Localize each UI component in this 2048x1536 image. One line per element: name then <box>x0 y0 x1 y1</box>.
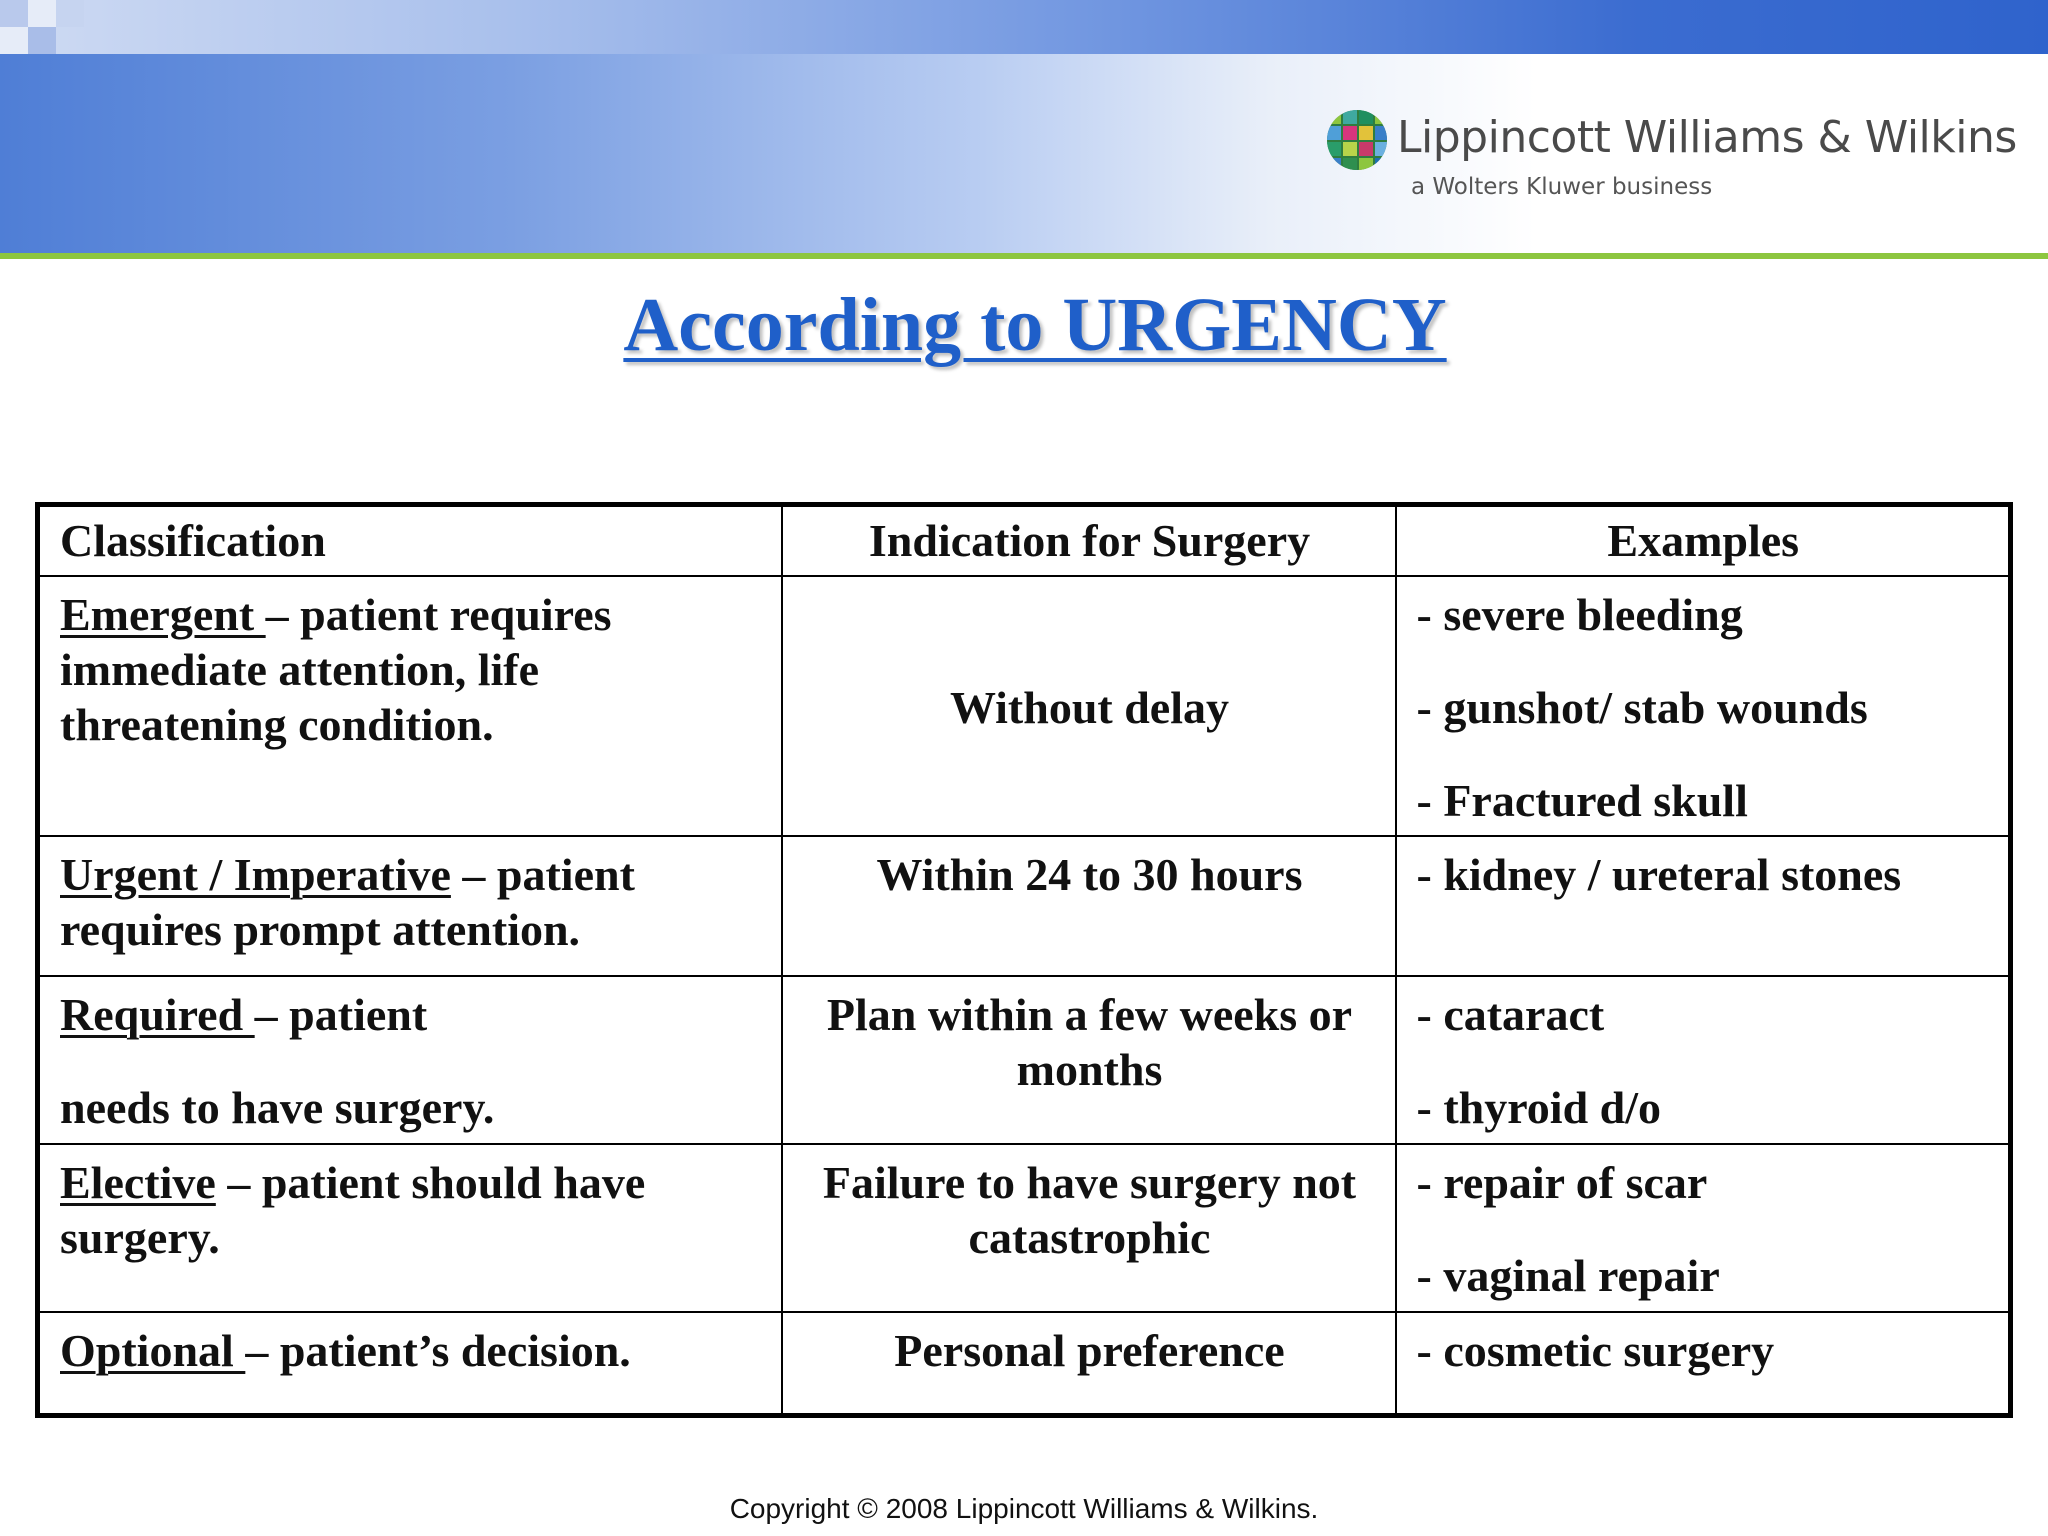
header-divider <box>0 253 2048 259</box>
classification-term: Elective <box>60 1157 216 1208</box>
classification-cell <box>38 976 782 1144</box>
column-header-indication: Indication for Surgery <box>782 505 1396 577</box>
classification-description: needs to have surgery. <box>60 1082 495 1134</box>
example-item: - cataract <box>1416 989 1605 1040</box>
corner-decoration <box>56 0 84 27</box>
header-top-bar <box>0 0 2048 54</box>
classification-description: patient’s decision. <box>279 1325 631 1376</box>
classification-term: Emergent <box>60 589 266 640</box>
classification-dash: – <box>245 1325 269 1376</box>
example-item: - Fractured skull <box>1416 775 1748 827</box>
classification-cell <box>38 836 782 976</box>
table-row <box>38 576 2011 836</box>
urgency-table <box>35 502 2013 1418</box>
table-row <box>38 1144 2011 1312</box>
classification-cell <box>38 1312 782 1416</box>
table-row <box>38 836 2011 976</box>
example-item: - repair of scar <box>1416 1157 1708 1208</box>
indication-cell: Without delay <box>782 576 1396 836</box>
indication-cell: Failure to have surgery not catastrophic <box>782 1144 1396 1312</box>
classification-cell <box>38 1144 782 1312</box>
copyright-footer: Copyright © 2008 Lippincott Williams & Wilkins. <box>729 1493 1319 1524</box>
corner-decoration <box>0 27 28 54</box>
indication-cell: Personal preference <box>782 1312 1396 1416</box>
classification-description: patient requires immediate attention, life threatening condition. <box>60 589 612 751</box>
column-header-examples: Examples <box>1396 505 2011 577</box>
classification-description: patient requires prompt attention. <box>60 849 635 956</box>
examples-cell <box>1396 836 2011 976</box>
slide-title: According to URGENCY <box>623 283 1447 367</box>
publisher-name: Lippincott Williams & Wilkins <box>1397 112 2017 163</box>
lww-grid-globe-icon <box>1325 108 1389 172</box>
example-item: - kidney / ureteral stones <box>1416 849 1902 900</box>
classification-dash: – <box>462 849 486 900</box>
classification-term: Optional <box>60 1325 246 1376</box>
indication-cell: Within 24 to 30 hours <box>782 836 1396 976</box>
publisher-logo <box>1325 106 2015 216</box>
example-item: - vaginal repair <box>1416 1250 1720 1302</box>
column-header-classification: Classification <box>38 505 782 577</box>
classification-cell <box>38 576 782 836</box>
table-header-row <box>38 505 2011 577</box>
indication-cell: Plan within a few weeks or months <box>782 976 1396 1144</box>
examples-cell <box>1396 576 2011 836</box>
classification-description: patient should have surgery. <box>60 1157 646 1264</box>
examples-cell <box>1396 1144 2011 1312</box>
corner-decoration <box>28 27 56 54</box>
classification-dash: – <box>254 989 278 1040</box>
classification-term: Urgent / Imperative <box>60 849 451 900</box>
table-row <box>38 976 2011 1144</box>
classification-description: patient <box>289 989 428 1040</box>
table-row <box>38 1312 2011 1416</box>
publisher-tagline: a Wolters Kluwer business <box>1411 174 1713 200</box>
classification-dash: – <box>227 1157 251 1208</box>
corner-decoration <box>28 0 56 27</box>
classification-term: Required <box>60 989 255 1040</box>
examples-cell <box>1396 976 2011 1144</box>
corner-decoration <box>0 0 28 27</box>
example-item: - severe bleeding <box>1416 589 1743 640</box>
classification-dash: – <box>265 589 289 640</box>
example-item: - cosmetic surgery <box>1416 1325 1775 1376</box>
examples-cell <box>1396 1312 2011 1416</box>
example-item: - thyroid d/o <box>1416 1082 1662 1134</box>
example-item: - gunshot/ stab wounds <box>1416 682 1868 734</box>
